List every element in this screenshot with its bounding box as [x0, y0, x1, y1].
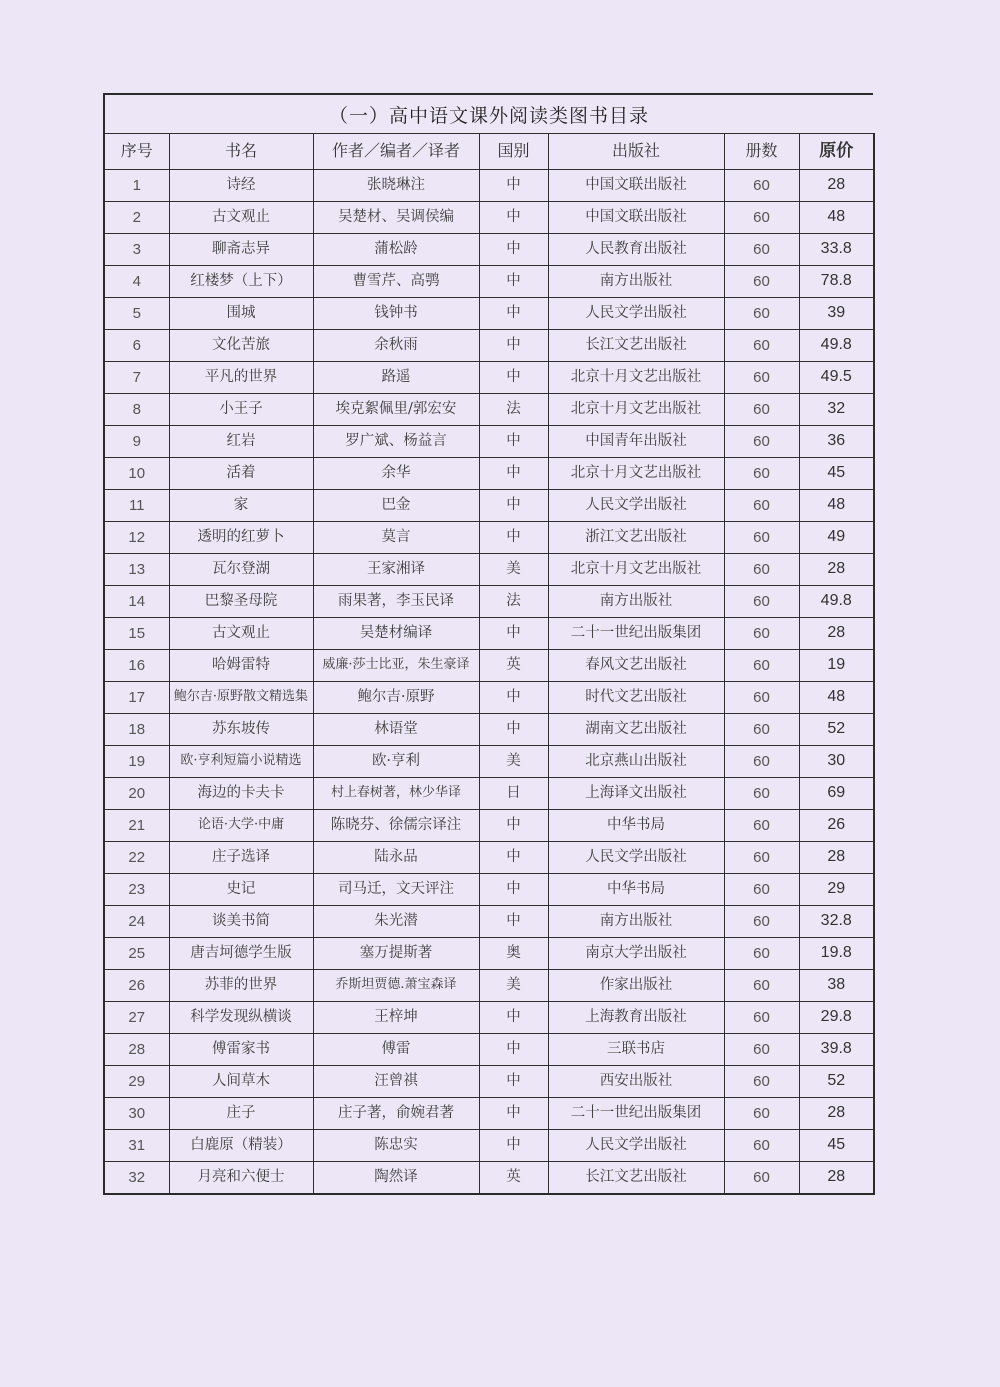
cell-publisher: 二十一世纪出版集团 [548, 1098, 724, 1130]
cell-number: 2 [104, 202, 169, 234]
cell-book-title: 月亮和六便士 [169, 1162, 313, 1195]
col-header-publisher: 出版社 [548, 134, 724, 170]
cell-number: 3 [104, 234, 169, 266]
cell-book-title: 小王子 [169, 394, 313, 426]
cell-price: 49.8 [799, 330, 874, 362]
cell-number: 8 [104, 394, 169, 426]
table-title: （一）高中语文课外阅读类图书目录 [103, 93, 873, 133]
cell-price: 30 [799, 746, 874, 778]
cell-author: 王家湘译 [313, 554, 479, 586]
cell-publisher: 北京十月文艺出版社 [548, 458, 724, 490]
cell-price: 36 [799, 426, 874, 458]
table-row [104, 554, 874, 586]
cell-country: 美 [479, 970, 548, 1002]
cell-quantity: 60 [724, 842, 799, 874]
cell-publisher: 南京大学出版社 [548, 938, 724, 970]
cell-book-title: 唐吉坷德学生版 [169, 938, 313, 970]
cell-quantity: 60 [724, 266, 799, 298]
cell-quantity: 60 [724, 586, 799, 618]
table-row [104, 1130, 874, 1162]
cell-publisher: 人民教育出版社 [548, 234, 724, 266]
cell-publisher: 北京燕山出版社 [548, 746, 724, 778]
cell-quantity: 60 [724, 970, 799, 1002]
cell-publisher: 中华书局 [548, 810, 724, 842]
cell-price: 32.8 [799, 906, 874, 938]
table-row [104, 1098, 874, 1130]
cell-number: 26 [104, 970, 169, 1002]
cell-quantity: 60 [724, 810, 799, 842]
cell-publisher: 南方出版社 [548, 906, 724, 938]
cell-author: 余华 [313, 458, 479, 490]
cell-number: 17 [104, 682, 169, 714]
table-row [104, 874, 874, 906]
header-row [104, 134, 874, 170]
cell-quantity: 60 [724, 1034, 799, 1066]
cell-publisher: 南方出版社 [548, 266, 724, 298]
cell-quantity: 60 [724, 522, 799, 554]
table-row [104, 810, 874, 842]
cell-publisher: 春风文艺出版社 [548, 650, 724, 682]
cell-price: 28 [799, 618, 874, 650]
cell-publisher: 人民文学出版社 [548, 1130, 724, 1162]
cell-quantity: 60 [724, 554, 799, 586]
cell-price: 28 [799, 842, 874, 874]
cell-country: 中 [479, 298, 548, 330]
cell-price: 28 [799, 170, 874, 202]
cell-author: 路遥 [313, 362, 479, 394]
table-row [104, 970, 874, 1002]
cell-country: 奥 [479, 938, 548, 970]
cell-author: 欧·亨利 [313, 746, 479, 778]
cell-number: 32 [104, 1162, 169, 1195]
cell-book-title: 围城 [169, 298, 313, 330]
cell-country: 美 [479, 746, 548, 778]
cell-number: 19 [104, 746, 169, 778]
cell-country: 中 [479, 810, 548, 842]
cell-country: 中 [479, 362, 548, 394]
cell-number: 21 [104, 810, 169, 842]
cell-book-title: 聊斋志异 [169, 234, 313, 266]
cell-country: 中 [479, 874, 548, 906]
cell-publisher: 时代文艺出版社 [548, 682, 724, 714]
table-row [104, 522, 874, 554]
cell-country: 中 [479, 426, 548, 458]
table-row [104, 266, 874, 298]
cell-book-title: 谈美书简 [169, 906, 313, 938]
cell-country: 中 [479, 682, 548, 714]
cell-price: 49.5 [799, 362, 874, 394]
cell-book-title: 庄子选译 [169, 842, 313, 874]
cell-author: 王梓坤 [313, 1002, 479, 1034]
cell-publisher: 中国文联出版社 [548, 170, 724, 202]
cell-book-title: 海边的卡夫卡 [169, 778, 313, 810]
cell-price: 48 [799, 682, 874, 714]
cell-quantity: 60 [724, 1002, 799, 1034]
cell-number: 20 [104, 778, 169, 810]
cell-country: 美 [479, 554, 548, 586]
cell-publisher: 上海教育出版社 [548, 1002, 724, 1034]
cell-publisher: 长江文艺出版社 [548, 330, 724, 362]
cell-author: 雨果著，李玉民译 [313, 586, 479, 618]
cell-price: 19 [799, 650, 874, 682]
cell-country: 中 [479, 618, 548, 650]
table-row [104, 938, 874, 970]
cell-price: 52 [799, 1066, 874, 1098]
cell-book-title: 诗经 [169, 170, 313, 202]
cell-quantity: 60 [724, 202, 799, 234]
cell-publisher: 人民文学出版社 [548, 298, 724, 330]
cell-price: 32 [799, 394, 874, 426]
cell-book-title: 庄子 [169, 1098, 313, 1130]
cell-price: 33.8 [799, 234, 874, 266]
cell-author: 林语堂 [313, 714, 479, 746]
table-row [104, 1066, 874, 1098]
cell-country: 中 [479, 234, 548, 266]
col-header-title: 书名 [169, 134, 313, 170]
cell-book-title: 白鹿原（精装） [169, 1130, 313, 1162]
col-header-number: 序号 [104, 134, 169, 170]
table-row [104, 1002, 874, 1034]
cell-author: 朱光潜 [313, 906, 479, 938]
table-row [104, 362, 874, 394]
cell-book-title: 论语·大学·中庸 [169, 810, 313, 842]
cell-country: 法 [479, 394, 548, 426]
cell-author: 陈晓芬、徐儒宗译注 [313, 810, 479, 842]
cell-author: 曹雪芹、高鹗 [313, 266, 479, 298]
cell-number: 13 [104, 554, 169, 586]
cell-price: 39 [799, 298, 874, 330]
cell-book-title: 苏菲的世界 [169, 970, 313, 1002]
cell-author: 村上春树著，林少华译 [313, 778, 479, 810]
cell-country: 中 [479, 714, 548, 746]
cell-number: 25 [104, 938, 169, 970]
cell-quantity: 60 [724, 1098, 799, 1130]
cell-number: 1 [104, 170, 169, 202]
cell-price: 26 [799, 810, 874, 842]
cell-quantity: 60 [724, 170, 799, 202]
cell-author: 余秋雨 [313, 330, 479, 362]
table-row [104, 170, 874, 202]
cell-country: 中 [479, 906, 548, 938]
cell-country: 中 [479, 490, 548, 522]
cell-quantity: 60 [724, 746, 799, 778]
cell-number: 29 [104, 1066, 169, 1098]
cell-number: 27 [104, 1002, 169, 1034]
col-header-price: 原价 [799, 134, 874, 170]
cell-price: 48 [799, 490, 874, 522]
cell-price: 29.8 [799, 1002, 874, 1034]
cell-number: 11 [104, 490, 169, 522]
cell-number: 10 [104, 458, 169, 490]
cell-author: 钱钟书 [313, 298, 479, 330]
cell-price: 52 [799, 714, 874, 746]
table-row [104, 650, 874, 682]
cell-quantity: 60 [724, 650, 799, 682]
table-row [104, 202, 874, 234]
col-header-country: 国别 [479, 134, 548, 170]
cell-author: 埃克絮佩里/郭宏安 [313, 394, 479, 426]
cell-country: 中 [479, 266, 548, 298]
cell-book-title: 巴黎圣母院 [169, 586, 313, 618]
cell-publisher: 上海译文出版社 [548, 778, 724, 810]
table-row [104, 394, 874, 426]
cell-publisher: 作家出版社 [548, 970, 724, 1002]
cell-publisher: 南方出版社 [548, 586, 724, 618]
cell-book-title: 人间草木 [169, 1066, 313, 1098]
cell-price: 29 [799, 874, 874, 906]
cell-publisher: 人民文学出版社 [548, 490, 724, 522]
cell-book-title: 苏东坡传 [169, 714, 313, 746]
table-row [104, 842, 874, 874]
cell-book-title: 哈姆雷特 [169, 650, 313, 682]
table-row [104, 298, 874, 330]
cell-publisher: 中华书局 [548, 874, 724, 906]
cell-author: 巴金 [313, 490, 479, 522]
cell-price: 38 [799, 970, 874, 1002]
cell-number: 5 [104, 298, 169, 330]
cell-country: 中 [479, 1098, 548, 1130]
cell-price: 45 [799, 1130, 874, 1162]
cell-country: 中 [479, 1034, 548, 1066]
cell-quantity: 60 [724, 1066, 799, 1098]
cell-price: 28 [799, 1098, 874, 1130]
cell-publisher: 北京十月文艺出版社 [548, 362, 724, 394]
cell-price: 28 [799, 554, 874, 586]
cell-quantity: 60 [724, 714, 799, 746]
cell-author: 莫言 [313, 522, 479, 554]
cell-publisher: 中国文联出版社 [548, 202, 724, 234]
table-row [104, 426, 874, 458]
cell-number: 30 [104, 1098, 169, 1130]
cell-book-title: 红岩 [169, 426, 313, 458]
cell-author: 罗广斌、杨益言 [313, 426, 479, 458]
cell-author: 张晓琳注 [313, 170, 479, 202]
cell-book-title: 活着 [169, 458, 313, 490]
cell-author: 陆永品 [313, 842, 479, 874]
cell-book-title: 鲍尔吉·原野散文精选集 [169, 682, 313, 714]
cell-price: 49 [799, 522, 874, 554]
cell-price: 19.8 [799, 938, 874, 970]
cell-quantity: 60 [724, 1162, 799, 1195]
cell-quantity: 60 [724, 330, 799, 362]
cell-number: 31 [104, 1130, 169, 1162]
cell-number: 4 [104, 266, 169, 298]
cell-number: 6 [104, 330, 169, 362]
cell-quantity: 60 [724, 458, 799, 490]
cell-price: 28 [799, 1162, 874, 1195]
cell-author: 威廉·莎士比亚，朱生豪译 [313, 650, 479, 682]
cell-publisher: 长江文艺出版社 [548, 1162, 724, 1195]
table-row [104, 330, 874, 362]
cell-publisher: 北京十月文艺出版社 [548, 554, 724, 586]
cell-book-title: 文化苦旅 [169, 330, 313, 362]
cell-book-title: 透明的红萝卜 [169, 522, 313, 554]
table-row [104, 714, 874, 746]
cell-quantity: 60 [724, 490, 799, 522]
cell-author: 陶然译 [313, 1162, 479, 1195]
cell-quantity: 60 [724, 394, 799, 426]
cell-author: 吴楚材、吴调侯编 [313, 202, 479, 234]
table-row [104, 458, 874, 490]
cell-country: 日 [479, 778, 548, 810]
cell-country: 中 [479, 170, 548, 202]
cell-country: 中 [479, 458, 548, 490]
table-row [104, 586, 874, 618]
cell-quantity: 60 [724, 906, 799, 938]
cell-price: 45 [799, 458, 874, 490]
cell-publisher: 中国青年出版社 [548, 426, 724, 458]
cell-quantity: 60 [724, 938, 799, 970]
cell-book-title: 科学发现纵横谈 [169, 1002, 313, 1034]
cell-author: 蒲松龄 [313, 234, 479, 266]
cell-number: 14 [104, 586, 169, 618]
cell-price: 48 [799, 202, 874, 234]
cell-publisher: 三联书店 [548, 1034, 724, 1066]
cell-quantity: 60 [724, 298, 799, 330]
table-row [104, 778, 874, 810]
cell-author: 鲍尔吉·原野 [313, 682, 479, 714]
cell-quantity: 60 [724, 874, 799, 906]
cell-author: 庄子著，俞婉君著 [313, 1098, 479, 1130]
cell-country: 中 [479, 202, 548, 234]
cell-number: 15 [104, 618, 169, 650]
cell-publisher: 北京十月文艺出版社 [548, 394, 724, 426]
cell-quantity: 60 [724, 618, 799, 650]
book-table [103, 133, 875, 1195]
cell-quantity: 60 [724, 362, 799, 394]
cell-country: 英 [479, 650, 548, 682]
cell-book-title: 平凡的世界 [169, 362, 313, 394]
table-row [104, 682, 874, 714]
cell-publisher: 西安出版社 [548, 1066, 724, 1098]
table-row [104, 1034, 874, 1066]
cell-book-title: 瓦尔登湖 [169, 554, 313, 586]
cell-country: 中 [479, 1130, 548, 1162]
cell-author: 司马迁，文天评注 [313, 874, 479, 906]
cell-country: 中 [479, 522, 548, 554]
cell-number: 12 [104, 522, 169, 554]
table-row [104, 234, 874, 266]
cell-publisher: 二十一世纪出版集团 [548, 618, 724, 650]
cell-country: 法 [479, 586, 548, 618]
table-row [104, 906, 874, 938]
cell-book-title: 史记 [169, 874, 313, 906]
cell-number: 28 [104, 1034, 169, 1066]
table-row [104, 746, 874, 778]
cell-book-title: 红楼梦（上下） [169, 266, 313, 298]
table-body [104, 170, 874, 1195]
cell-number: 9 [104, 426, 169, 458]
cell-number: 23 [104, 874, 169, 906]
cell-quantity: 60 [724, 426, 799, 458]
cell-quantity: 60 [724, 234, 799, 266]
cell-author: 汪曾祺 [313, 1066, 479, 1098]
cell-book-title: 家 [169, 490, 313, 522]
cell-number: 22 [104, 842, 169, 874]
cell-country: 中 [479, 330, 548, 362]
cell-price: 78.8 [799, 266, 874, 298]
cell-book-title: 傅雷家书 [169, 1034, 313, 1066]
col-header-quantity: 册数 [724, 134, 799, 170]
cell-number: 7 [104, 362, 169, 394]
cell-quantity: 60 [724, 778, 799, 810]
cell-country: 中 [479, 842, 548, 874]
cell-country: 英 [479, 1162, 548, 1195]
table-row [104, 1162, 874, 1195]
cell-country: 中 [479, 1066, 548, 1098]
cell-publisher: 浙江文艺出版社 [548, 522, 724, 554]
cell-author: 陈忠实 [313, 1130, 479, 1162]
cell-price: 39.8 [799, 1034, 874, 1066]
cell-author: 乔斯坦贾德.萧宝森译 [313, 970, 479, 1002]
cell-country: 中 [479, 1002, 548, 1034]
cell-quantity: 60 [724, 682, 799, 714]
cell-price: 49.8 [799, 586, 874, 618]
cell-publisher: 湖南文艺出版社 [548, 714, 724, 746]
cell-author: 塞万提斯著 [313, 938, 479, 970]
cell-number: 16 [104, 650, 169, 682]
cell-book-title: 古文观止 [169, 618, 313, 650]
table-row [104, 618, 874, 650]
cell-quantity: 60 [724, 1130, 799, 1162]
cell-price: 69 [799, 778, 874, 810]
cell-author: 吴楚材编译 [313, 618, 479, 650]
cell-publisher: 人民文学出版社 [548, 842, 724, 874]
table-row [104, 490, 874, 522]
cell-number: 24 [104, 906, 169, 938]
book-list-sheet [103, 93, 873, 1195]
cell-number: 18 [104, 714, 169, 746]
col-header-author: 作者／编者／译者 [313, 134, 479, 170]
cell-book-title: 欧·亨利短篇小说精选 [169, 746, 313, 778]
cell-book-title: 古文观止 [169, 202, 313, 234]
cell-author: 傅雷 [313, 1034, 479, 1066]
